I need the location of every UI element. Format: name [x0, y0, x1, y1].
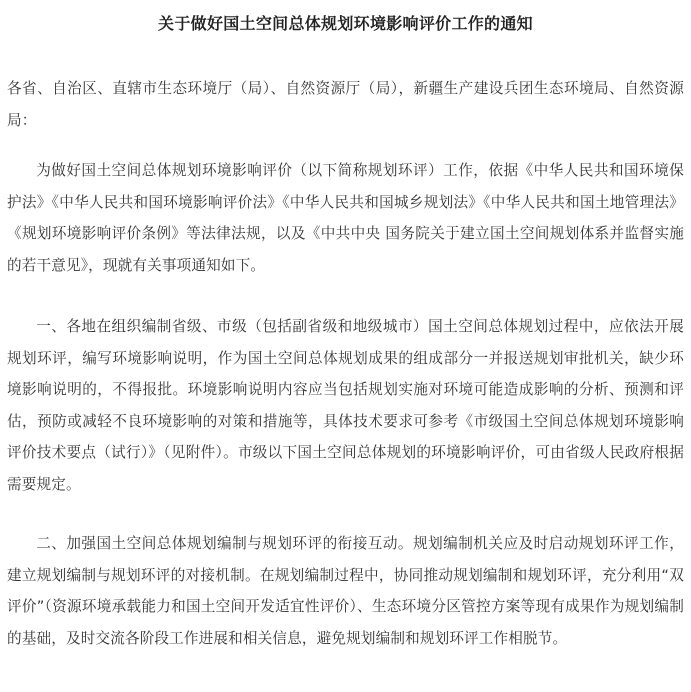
- addressee-line: 各省、自治区、直辖市生态环境厅（局）、自然资源厅（局），新疆生产建设兵团生态环境局、自然资源局：: [7, 80, 684, 129]
- paragraph-intro: 为做好国土空间总体规划环境影响评价（以下简称规划环评）工作，依据《中华人民共和国环境保护法》《中华人民共和国环境影响评价法》《中华人民共和国城乡规划法》《中华人民共和国土地管理法》《规划环境影响评价条例》等法律法规，以及《中共中央 国务院关于建立国土空间规划体系并监督实施的若干意见》，现就有关事项通知如下。: [7, 162, 684, 274]
- paragraph-section-1: 一、各地在组织编制省级、市级（包括副省级和地级城市）国土空间总体规划过程中，应依法开展规划环评，编写环境影响说明，作为国土空间总体规划成果的组成部分一并报送规划审批机关，缺少环境影响说明的，不得报批。环境影响说明内容应当包括规划实施对环境可能造成影响的分析、预测和评估，预防或减轻不良环境影响的对策和措施等，具体技术要求可参考《市级国土空间总体规划环境影响评价技术要点（试行）》（见附件）。市级以下国土空间总体规划的环境影响评价，可由省级人民政府根据需要规定。: [7, 318, 684, 493]
- paragraph-section-2: 二、加强国土空间总体规划编制与规划环评的衔接互动。规划编制机关应及时启动规划环评工作，建立规划编制与规划环评的对接机制。在规划编制过程中，协同推动规划编制和规划环评，充分利用“双评价”（资源环境承载能力和国土空间开发适宜性评价）、生态环境分区管控方案等现有成果作为规划编制的基础，及时交流各阶段工作进展和相关信息，避免规划编制和规划环评工作相脱节。: [7, 535, 684, 647]
- document-title: 关于做好国土空间总体规划环境影响评价工作的通知: [158, 14, 533, 33]
